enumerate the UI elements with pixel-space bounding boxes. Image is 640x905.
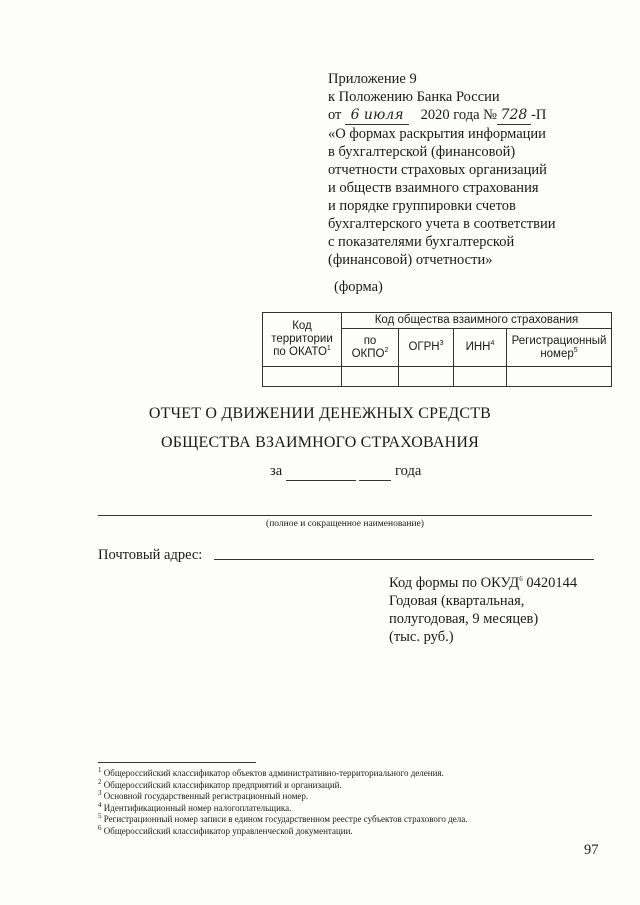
inn-cell[interactable] [454, 367, 507, 387]
okud-units: (тыс. руб.) [389, 629, 454, 645]
appendix-header [328, 70, 628, 269]
footnote-4: $^4$ Идентификационный номер налогоплательщика. [98, 800, 292, 813]
regnum-cell[interactable] [507, 367, 612, 387]
name-caption: (полное и сокращенное наименование) [266, 519, 424, 529]
okud-period-line2: полугодовая, 9 месяцев) [389, 611, 539, 627]
ogrn-header: ОГРН$^3$ [399, 329, 454, 367]
footnote-1: $^1$ Общероссийский классификатор объектов административно-территориального деления. [98, 766, 444, 778]
period-prefix: за [270, 463, 283, 479]
territory-code-header: Код территории по ОКАТО$^1$ [263, 313, 342, 367]
regnum-header: Регистрационный номер$^5$ [507, 329, 612, 367]
codes-table [262, 312, 612, 387]
appendix-title: Приложение 9 [328, 71, 417, 87]
appendix-line-2: в бухгалтерской (финансовой) [328, 144, 516, 160]
report-title-line2: ОБЩЕСТВА ВЗАИМНОГО СТРАХОВАНИЯ [160, 434, 479, 451]
appendix-line-8: (финансовой) отчетности» [328, 252, 493, 268]
appendix-regulation: к Положению Банка России [328, 89, 500, 105]
okud-block [389, 574, 577, 646]
footnote-5: $^5$ Регистрационный номер записи в едином государственном реестре субъектов страхового дела. [98, 812, 468, 824]
appendix-line-4: и обществ взаимного страхования [328, 180, 539, 196]
postal-address-row [98, 547, 202, 564]
footnote-separator [98, 762, 256, 763]
from-prefix: от [328, 107, 342, 123]
appendix-line-3: отчетности страховых организаций [328, 162, 547, 178]
footnote-6: $^6$ Общероссийский классификатор управленческой документации. [98, 823, 353, 836]
period-year-field[interactable] [359, 463, 391, 481]
handwritten-number: 728 [497, 106, 531, 125]
handwritten-date: 6 июля [345, 106, 409, 125]
ogrn-cell[interactable] [399, 367, 454, 387]
appendix-line-1: «О формах раскрытия информации [328, 126, 546, 142]
page-number: 97 [584, 842, 599, 858]
society-code-header: Код общества взаимного страхования [342, 313, 612, 329]
okud-code-line: Код формы по ОКУД$^6$ 0420144 [389, 575, 578, 591]
report-title-line1: ОТЧЕТ О ДВИЖЕНИИ ДЕНЕЖНЫХ СРЕДСТВ [148, 405, 492, 422]
postal-address-field[interactable] [214, 559, 594, 560]
appendix-line-7: с показателями бухгалтерской [328, 234, 515, 250]
form-label: (форма) [334, 279, 383, 295]
appendix-line-6: бухгалтерского учета в соответствии [328, 216, 556, 232]
territory-code-cell[interactable] [263, 367, 342, 387]
okpo-header: по ОКПО$^2$ [342, 329, 399, 367]
report-period [270, 463, 421, 481]
okpo-cell[interactable] [342, 367, 399, 387]
postal-label: Почтовый адрес: [98, 547, 203, 563]
okud-period-line1: Годовая (квартальная, [389, 593, 525, 609]
appendix-date-line [328, 106, 628, 125]
footnotes [98, 768, 467, 837]
inn-header: ИНН$^4$ [454, 329, 507, 367]
footnote-2: $^2$ Общероссийский классификатор предприятий и организаций. [98, 777, 342, 790]
period-date-field[interactable] [286, 463, 356, 481]
appendix-line-5: и порядке группировки счетов [328, 198, 516, 214]
number-suffix: -П [530, 107, 547, 123]
period-suffix: года [395, 463, 422, 479]
footnote-3: $^3$ Основной государственный регистрационный номер. [98, 789, 309, 801]
year-text: 2020 года № [420, 107, 497, 123]
name-underline[interactable] [98, 515, 592, 516]
